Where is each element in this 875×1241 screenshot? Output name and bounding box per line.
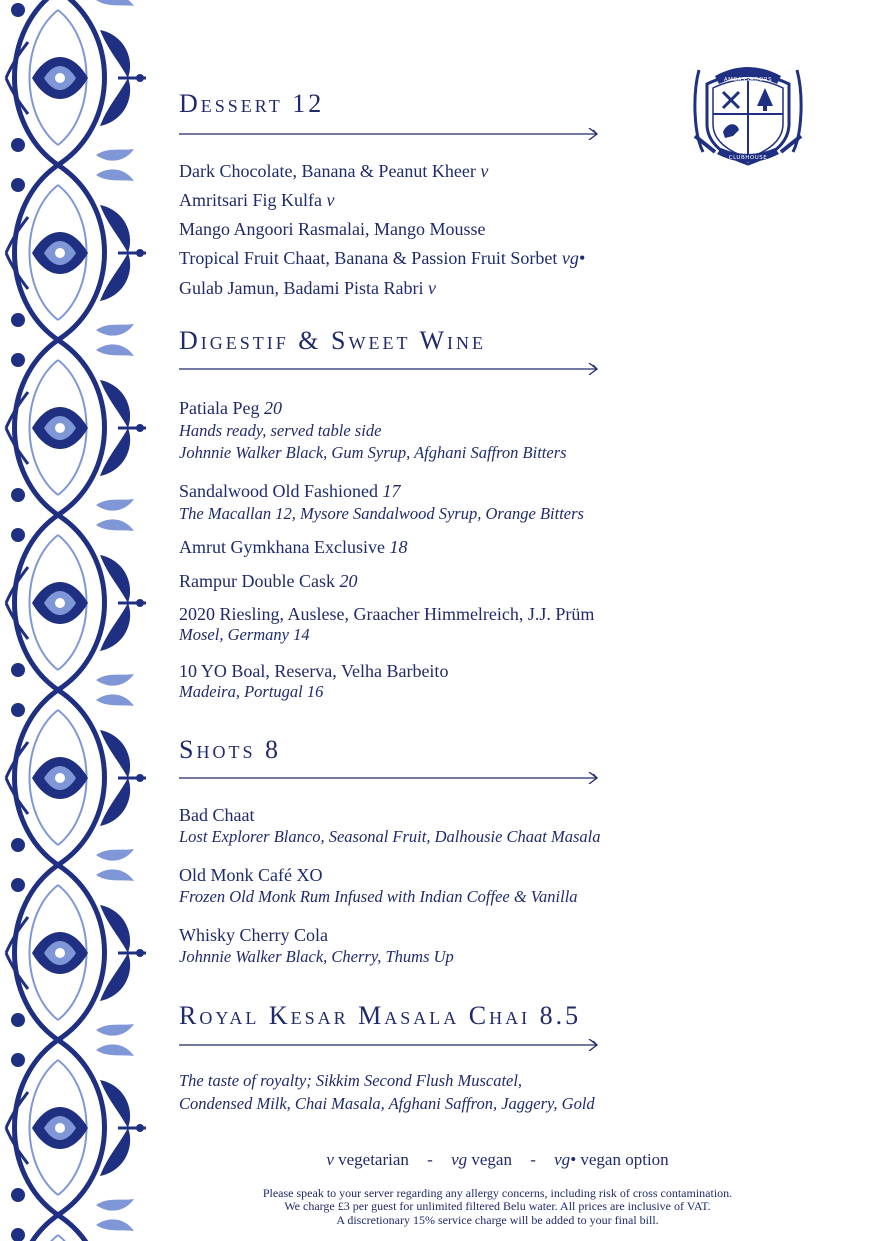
menu-item: Mango Angoori Rasmalai, Mango Mousse [179, 219, 486, 239]
legend-v-label: vegetarian [338, 1150, 409, 1169]
service-charge-note: A discretionary 15% service charge will be added to your final bill. [336, 1212, 659, 1227]
legend-vgo-label: vegan option [580, 1150, 669, 1169]
legend-separator: - [427, 1150, 433, 1169]
menu-item: Sandalwood Old Fashioned 17 [179, 481, 401, 501]
legend-v-symbol: v [326, 1150, 334, 1169]
menu-item: Dark Chocolate, Banana & Peanut Kheer v [179, 161, 489, 181]
menu-item: Rampur Double Cask 20 [179, 571, 358, 591]
ornamental-border [0, 0, 150, 1241]
item-description: Johnnie Walker Black, Gum Syrup, Afghani Saffron Bitters [179, 443, 567, 462]
menu-item: 2020 Riesling, Auslese, Graacher Himmelreich, J.J. Prüm [179, 604, 595, 624]
item-description: Madeira, Portugal 16 [179, 682, 324, 701]
menu-item: Amrut Gymkhana Exclusive 18 [179, 537, 408, 557]
footer-notes [0, 1187, 875, 1227]
crest-bottom-text: CLUBHOUSE [728, 155, 768, 161]
section-rule [179, 772, 603, 784]
item-description: Frozen Old Monk Rum Infused with Indian Coffee & Vanilla [179, 887, 578, 906]
section-rule [179, 128, 603, 140]
legend-vg-symbol: vg [451, 1150, 468, 1169]
menu-item: 10 YO Boal, Reserva, Velha Barbeito [179, 661, 449, 681]
dessert-section-title: Dessert 12 [179, 89, 325, 118]
legend-separator: - [530, 1150, 536, 1169]
menu-item: Old Monk Café XO [179, 865, 323, 885]
dietary-legend [0, 1150, 875, 1170]
menu-item: Gulab Jamun, Badami Pista Rabri v [179, 278, 436, 298]
chai-description: The taste of royalty; Sikkim Second Flush Muscatel, [179, 1071, 523, 1090]
section-rule [179, 363, 603, 375]
menu-item: Amritsari Fig Kulfa v [179, 190, 335, 210]
menu-item: Whisky Cherry Cola [179, 925, 328, 945]
item-description: Mosel, Germany 14 [179, 625, 310, 644]
item-description: Lost Explorer Blanco, Seasonal Fruit, Dalhousie Chaat Masala [179, 827, 601, 846]
shots-section-title: Shots 8 [179, 735, 281, 764]
item-description: The Macallan 12, Mysore Sandalwood Syrup, Orange Bitters [179, 504, 584, 523]
clubhouse-crest-icon [693, 62, 803, 170]
menu-item: Tropical Fruit Chaat, Banana & Passion Fruit Sorbet vg• [179, 248, 586, 268]
item-description: Hands ready, served table side [179, 421, 382, 440]
water-vat-note: We charge £3 per guest for unlimited filtered Belu water. All prices are inclusive of VAT. [284, 1199, 711, 1214]
chai-section-title: Royal Kesar Masala Chai 8.5 [179, 1001, 582, 1030]
menu-item: Patiala Peg 20 [179, 398, 282, 418]
allergy-note: Please speak to your server regarding any allergy concerns, including risk of cross contamination. [262, 1186, 733, 1200]
menu-item: Bad Chaat [179, 805, 255, 825]
chai-description: Condensed Milk, Chai Masala, Afghani Saffron, Jaggery, Gold [179, 1094, 595, 1113]
legend-vg-label: vegan [471, 1150, 512, 1169]
item-description: Johnnie Walker Black, Cherry, Thums Up [179, 947, 454, 966]
digestif-section-title: Digestif & Sweet Wine [179, 326, 486, 355]
legend-vgo-symbol: vg• [554, 1150, 577, 1169]
crest-top-text: AMBASSADORS [723, 77, 773, 83]
section-rule [179, 1039, 603, 1051]
